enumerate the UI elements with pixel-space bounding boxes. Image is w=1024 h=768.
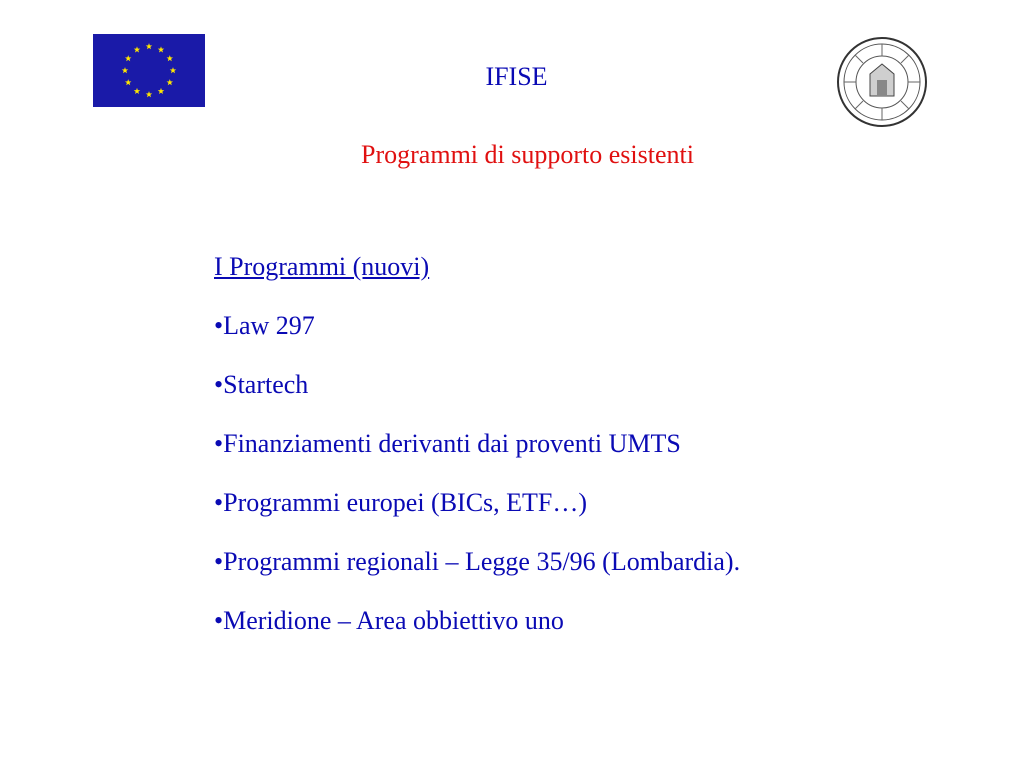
- slide-title: IFISE: [485, 62, 548, 91]
- slide-subtitle: Programmi di supporto esistenti: [361, 140, 694, 169]
- program-list: [214, 310, 914, 636]
- list-item: •Law 297: [214, 311, 315, 340]
- list-item: •Programmi regionali – Legge 35/96 (Lombardia).: [214, 547, 741, 576]
- slide-content: [214, 251, 914, 664]
- list-item: •Finanziamenti derivanti dai proventi UMTS: [214, 429, 681, 458]
- list-item: •Programmi europei (BICs, ETF…): [214, 488, 588, 517]
- list-item: •Startech: [214, 370, 309, 399]
- section-heading: I Programmi (nuovi): [214, 252, 430, 281]
- list-item: •Meridione – Area obbiettivo uno: [214, 606, 564, 635]
